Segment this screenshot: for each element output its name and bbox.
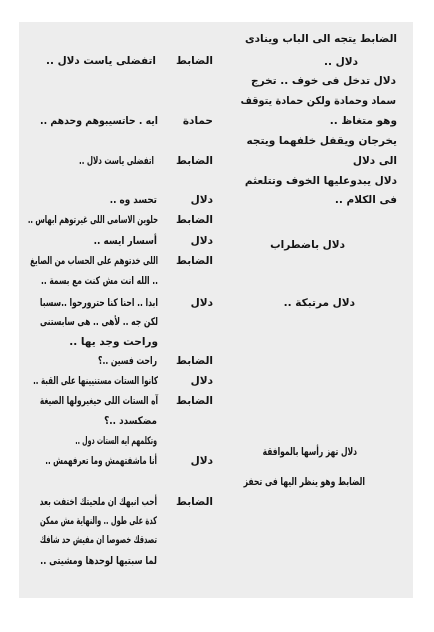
script-line: كانوا الستات مستنيينها على القبة .. (33, 375, 159, 387)
script-line: دلال يبدوعليها الخوف وتتلعثم (244, 175, 397, 187)
script-line: دلال (190, 194, 213, 206)
script-line: آه الستات اللى حيغيرولها الصيغة (39, 395, 158, 407)
script-line: الضابط (175, 55, 213, 67)
script-line: أنا ماشفتهمش وما تعرفهمش .. (45, 455, 157, 467)
script-line: فى الكلام .. (334, 194, 397, 206)
script-line: كدة على طول .. والنهاية مش ممكن (40, 515, 157, 527)
script-line: حلوين الاسامى اللى غيرتوهم ابهاس .. (27, 214, 159, 226)
script-line: أحب انبهك ان ملحيتك اختفت بعد (39, 496, 157, 508)
script-line: يخرجان ويقفل خلفهما ويتجه (246, 135, 397, 147)
script-line: دلال باضطراب (270, 239, 345, 251)
script-line: الضابط (175, 155, 213, 167)
script-line: .. الله انت مش كنت مع بسمة .. (40, 275, 158, 287)
script-line: دلال (190, 297, 213, 309)
script-line: وراحت وجد يها .. (69, 336, 158, 348)
script-line: الى دلال (352, 155, 397, 167)
script-line: اتفضلى ياست دلال .. (78, 155, 154, 167)
script-line: الضابط (175, 214, 213, 226)
script-line: وهو متغاظ .. (329, 115, 397, 127)
script-line: ايه . حاتسيبوهم وحدهم .. (40, 115, 158, 127)
script-line: أسسار ايسه .. (93, 235, 157, 247)
script-line: سماد وحمادة ولكن حمادة يتوقف (240, 95, 396, 107)
script-line: دلال (190, 235, 213, 247)
script-line: الضابط يتجه الى الباب وينادى (245, 33, 397, 45)
script-line: تحسد وه .. (109, 194, 157, 206)
script-line: حمادة (182, 115, 213, 127)
script-line: لكن جه .. لأهى .. هى سابستنى (39, 316, 158, 328)
script-line: دلال (190, 375, 213, 387)
script-line: تصدقك خصوصا ان مفيش حد شافك (39, 534, 157, 546)
script-line: دلال تهز رأسها بالموافقة (262, 446, 357, 458)
script-line: اللى خدتوهم على الحساب من الصايغ (30, 255, 158, 267)
script-line: مضكسدد ..؟ (104, 415, 157, 427)
script-line: الضابط (175, 355, 213, 367)
script-page (19, 22, 413, 598)
script-line: ابدا .. احنا كنا حترورحوا ..سسبا (39, 297, 158, 309)
script-line: وتكلمهم ايه الستات دول .. (75, 435, 157, 447)
script-line: الضابط (175, 255, 213, 267)
script-line: الضابط (175, 395, 213, 407)
script-line: لما سبتيها لوحدها ومشيتى .. (40, 555, 157, 567)
script-line: دلال تدخل فى خوف .. تخرج (251, 75, 396, 87)
script-line: دلال .. (324, 56, 358, 68)
script-line: الضابط وهو ينظر اليها فى تحفز (243, 476, 365, 488)
script-line: الضابط (175, 496, 213, 508)
script-line: راحت فسين ..؟ (98, 355, 157, 367)
script-line: دلال مرتبكة .. (283, 297, 355, 309)
script-line: دلال (190, 455, 213, 467)
script-line: اتفضلى ياست دلال .. (46, 55, 156, 67)
